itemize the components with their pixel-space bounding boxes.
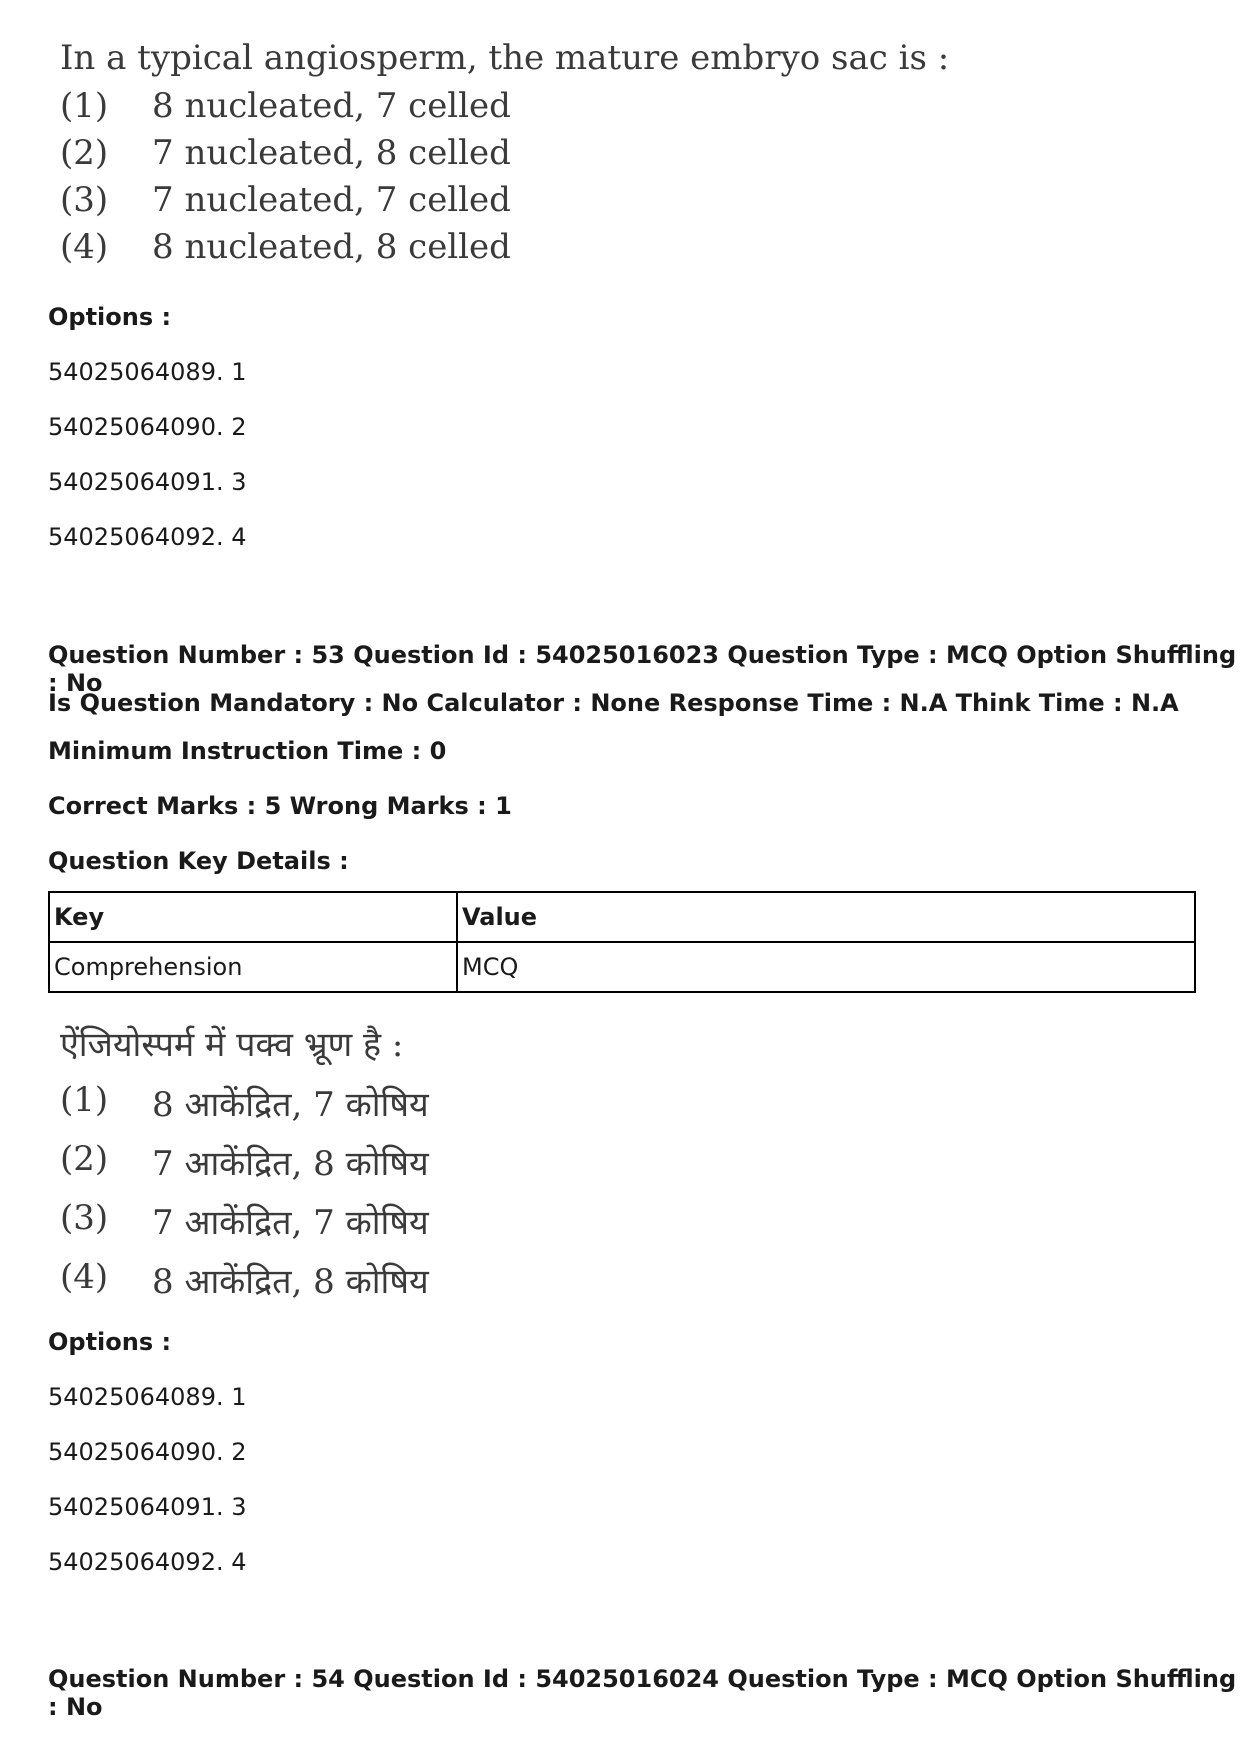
option-id: 54025064089. 1 — [48, 358, 247, 386]
question-stem-hindi: ऐंजियोस्पर्म में पक्व भ्रूण है : — [60, 1025, 404, 1065]
option-text: 7 nucleated, 7 celled — [152, 180, 511, 220]
option-id: 54025064092. 4 — [48, 523, 247, 551]
option-id: 54025064091. 3 — [48, 468, 247, 496]
options-label: Options : — [48, 1328, 172, 1356]
option-text: 8 nucleated, 7 celled — [152, 86, 511, 126]
question-header-line3: Minimum Instruction Time : 0 — [48, 737, 447, 765]
option-number: (4) — [60, 1257, 109, 1297]
table-row — [49, 942, 1195, 992]
table-header-value: Value — [457, 892, 1195, 942]
option-id: 54025064090. 2 — [48, 413, 247, 441]
question-header-line1: Question Number : 53 Question Id : 54025016023 Question Type : MCQ Option Shuffling : No — [48, 641, 1237, 697]
question-header-line2: Is Question Mandatory : No Calculator : None Response Time : N.A Think Time : N.A — [48, 689, 1179, 717]
option-text: 7 आकेंद्रित, 8 कोषिय — [152, 1144, 429, 1184]
question-header-line1: Question Number : 54 Question Id : 54025016024 Question Type : MCQ Option Shuffling : No — [48, 1665, 1237, 1721]
option-number: (3) — [60, 180, 109, 220]
option-id: 54025064090. 2 — [48, 1438, 247, 1466]
option-number: (1) — [60, 86, 109, 126]
option-id: 54025064089. 1 — [48, 1383, 247, 1411]
key-details-label: Question Key Details : — [48, 847, 349, 875]
table-cell: MCQ — [457, 942, 1195, 992]
option-text: 7 आकेंद्रित, 7 कोषिय — [152, 1203, 429, 1243]
table-cell: Comprehension — [49, 942, 457, 992]
question-stem-english: In a typical angiosperm, the mature embryo sac is : — [60, 38, 950, 78]
option-id: 54025064092. 4 — [48, 1548, 247, 1576]
option-text: 8 आकेंद्रित, 8 कोषिय — [152, 1262, 429, 1302]
option-number: (2) — [60, 1139, 109, 1179]
option-text: 7 nucleated, 8 celled — [152, 133, 511, 173]
table-header-row — [49, 892, 1195, 942]
key-details-table — [48, 891, 1196, 993]
option-id: 54025064091. 3 — [48, 1493, 247, 1521]
options-label: Options : — [48, 303, 172, 331]
marks-line: Correct Marks : 5 Wrong Marks : 1 — [48, 792, 512, 820]
table-header-key: Key — [49, 892, 457, 942]
option-number: (4) — [60, 227, 109, 267]
option-number: (3) — [60, 1198, 109, 1238]
option-number: (1) — [60, 1080, 109, 1120]
option-number: (2) — [60, 133, 109, 173]
option-text: 8 nucleated, 8 celled — [152, 227, 511, 267]
option-text: 8 आकेंद्रित, 7 कोषिय — [152, 1085, 429, 1125]
